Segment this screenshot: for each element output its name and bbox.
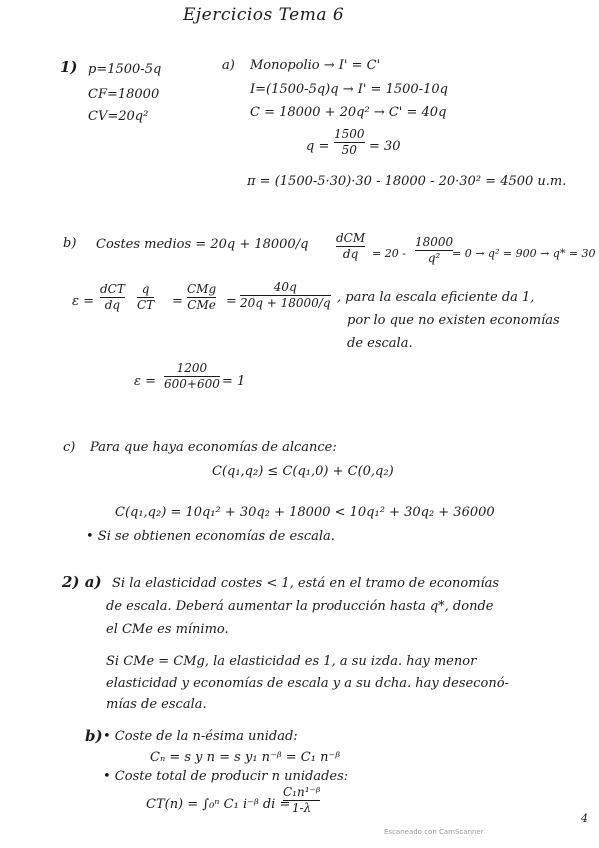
- part-a-label: a): [222, 58, 235, 73]
- part-a-line-1: Monopolio → I' = C': [250, 58, 381, 73]
- comment-line-1: , para la escala eficiente da 1,: [337, 290, 535, 305]
- total-cost-fraction: [283, 786, 320, 815]
- elasticity-f3-num: CMg: [187, 282, 217, 296]
- ex2-a-line-4: Si CMe = CMg, la elasticidad es 1, a su izda. hay menor: [106, 654, 477, 669]
- derivative-fraction: [336, 232, 365, 261]
- exercise-2-number: 2) a): [62, 573, 102, 591]
- part-c-line-1: Para que haya economías de alcance:: [90, 440, 337, 455]
- part-b-label: b): [63, 236, 77, 251]
- part-c-line-2: C(q₁,q₂) ≤ C(q₁,0) + C(0,q₂): [212, 464, 394, 479]
- given-variable-cost: CV=20q²: [88, 109, 149, 124]
- elasticity-f3-den: CMe: [187, 298, 216, 312]
- elasticity-fraction-3: [187, 283, 216, 312]
- profit-line: π = (1500-5·30)·30 - 18000 - 20·30² = 4500 u.m.: [247, 174, 567, 189]
- ex2-b-line-4: CT(n) = ∫₀ⁿ C₁ i⁻ᵝ di =: [146, 797, 291, 812]
- given-fixed-cost: CF=18000: [88, 87, 160, 102]
- q-result: = 30: [369, 139, 401, 154]
- elasticity-fraction-4: [240, 281, 331, 310]
- elasticity-f4-num: 40q: [273, 280, 297, 294]
- q-fraction-numerator: 1500: [334, 127, 365, 141]
- part-a-line-3: C = 18000 + 20q² → C' = 40q: [250, 105, 447, 120]
- ex2-b-line-2: Cₙ = s y n = s y₁ n⁻ᵝ = C₁ n⁻ᵝ: [150, 750, 341, 765]
- elasticity-lhs: ε =: [72, 294, 95, 309]
- total-cost-num: C₁n¹⁻ᵝ: [283, 785, 321, 799]
- comment-line-2: por lo que no existen economías: [347, 313, 560, 328]
- elasticity-fraction-2: [137, 283, 154, 312]
- derivative-numerator-2: 18000: [415, 235, 454, 249]
- elasticity-f2-num: q: [141, 282, 150, 296]
- given-price: p=1500-5q: [88, 62, 162, 77]
- elasticity2-result: = 1: [222, 374, 246, 389]
- ex2-a-line-2: de escala. Deberá aumentar la producción hasta q*, donde: [106, 599, 494, 614]
- part-a-line-2: I=(1500-5q)q → I' = 1500-10q: [250, 82, 448, 97]
- elasticity2-fraction: [164, 362, 220, 391]
- part-b-average-cost: Costes medios = 20q + 18000/q: [96, 237, 309, 252]
- comment-line-3: de escala.: [347, 336, 413, 351]
- scanner-footer: Escaneado con CamScanner: [384, 828, 484, 836]
- ex2-a-line-1: Si la elasticidad costes < 1, está en el tramo de economías: [112, 576, 500, 591]
- derivative-middle: = 20 -: [372, 247, 406, 260]
- part-c-line-4: • Si se obtienen economías de escala.: [86, 529, 335, 544]
- derivative-denominator: dq: [342, 247, 359, 261]
- elasticity2-lhs: ε =: [134, 374, 157, 389]
- derivative-numerator: dCM: [336, 231, 366, 245]
- ex2-b-line-1: • Coste de la n-ésima unidad:: [103, 729, 298, 744]
- ex2-b-line-3: • Coste total de producir n unidades:: [103, 769, 349, 784]
- page-mark: 4: [581, 812, 588, 825]
- derivative-fraction-2: [415, 236, 453, 265]
- ex2-b-label: b): [85, 727, 103, 745]
- q-fraction: [334, 128, 365, 157]
- page-title: Ejercicios Tema 6: [183, 5, 345, 25]
- ex2-a-line-5: elasticidad y economías de escala y a su dcha. hay deseconó-: [106, 676, 509, 691]
- elasticity-f1-num: dCT: [100, 282, 125, 296]
- part-c-label: c): [63, 440, 76, 455]
- ex2-a-line-3: el CMe es mínimo.: [106, 622, 229, 637]
- total-cost-den: 1-λ: [291, 801, 312, 815]
- elasticity-f2-den: CT: [137, 298, 155, 312]
- elasticity-f4-den: 20q + 18000/q: [240, 296, 331, 310]
- elasticity2-den: 600+600: [164, 377, 220, 391]
- elasticity-fraction-1: [100, 283, 125, 312]
- elasticity-eq: =: [172, 294, 183, 309]
- elasticity-f1-den: dq: [104, 298, 121, 312]
- elasticity-eq-2: =: [226, 294, 237, 309]
- part-c-line-3: C(q₁,q₂) = 10q₁² + 30q₂ + 18000 < 10q₁² + 30q₂ + 36000: [115, 505, 495, 520]
- q-fraction-denominator: 50: [341, 143, 357, 157]
- derivative-result: = 0 → q² = 900 → q* = 30: [452, 247, 596, 260]
- exercise-1-number: 1): [60, 58, 78, 76]
- ex2-a-line-6: mías de escala.: [106, 697, 207, 712]
- q-equals: q =: [306, 139, 330, 154]
- derivative-denominator-2: q²: [427, 251, 441, 265]
- elasticity2-num: 1200: [176, 361, 208, 375]
